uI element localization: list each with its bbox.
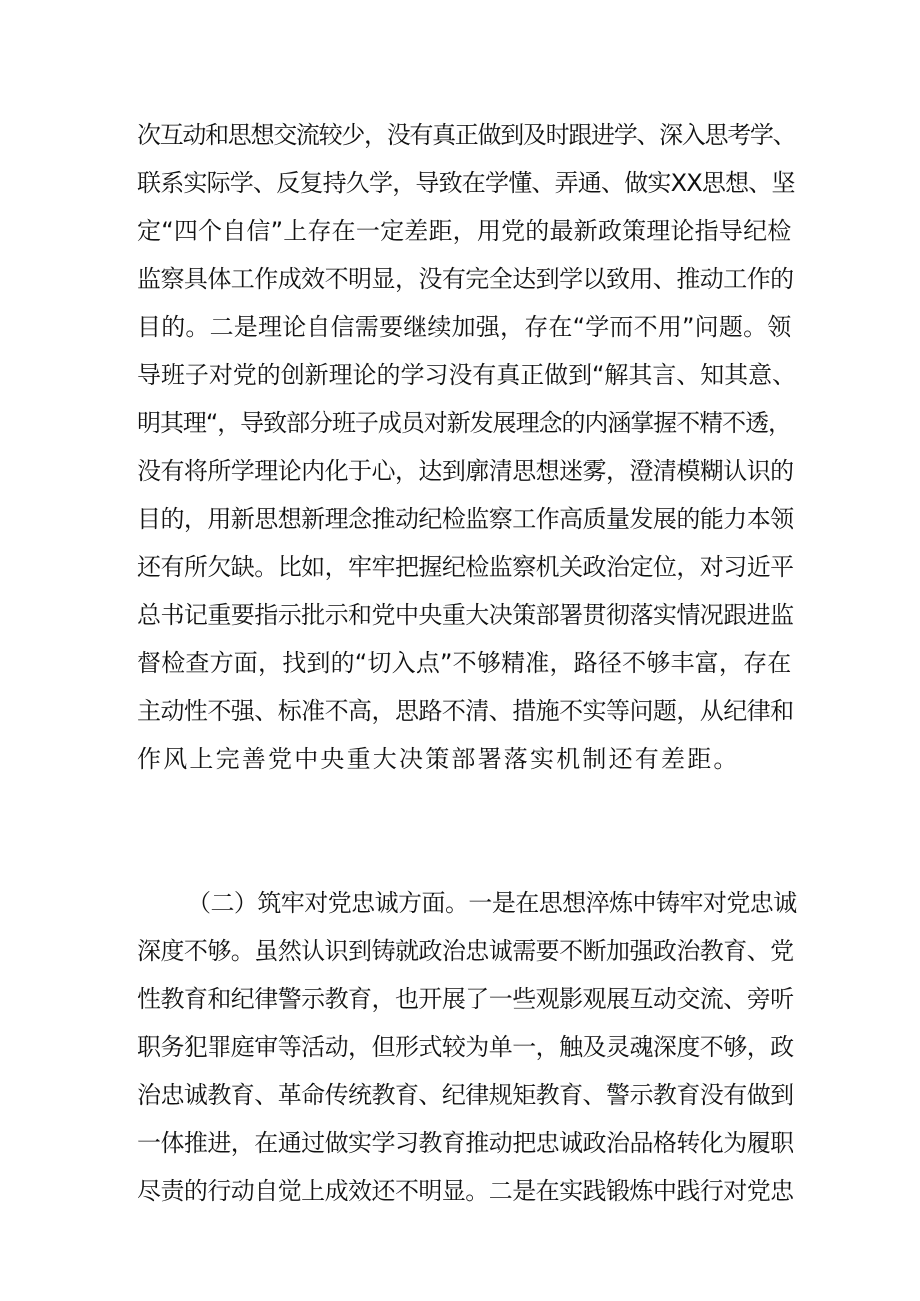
text-line: 监察具体工作成效不明显，没有完全达到学以致用、推动工作的	[137, 265, 794, 293]
text-line: 尽责的行动自觉上成效还不明显。二是在实践锻炼中践行对党忠	[137, 1177, 794, 1205]
text-line: 次互动和思想交流较少，没有真正做到及时跟进学、深入思考学、	[137, 121, 796, 149]
text-line: 目的。二是理论自信需要继续加强，存在“学而不用”问题。领	[137, 313, 792, 341]
text-line: 联系实际学、反复持久学，导致在学懂、弄通、做实XX思想、坚	[137, 169, 795, 197]
text-line: 定“四个自信”上存在一定差距，用党的最新政策理论指导纪检	[137, 217, 792, 245]
text-line: 职务犯罪庭审等活动，但形式较为单一，触及灵魂深度不够，政	[137, 1033, 794, 1061]
text-line: 主动性不强、标准不高，思路不清、措施不实等问题，从纪律和	[137, 697, 794, 725]
text-line: 作风上完善党中央重大决策部署落实机制还有差距。	[137, 745, 740, 773]
text-line: （二）筑牢对党忠诚方面。一是在思想淬炼中铸牢对党忠诚	[187, 889, 797, 917]
text-line: 总书记重要指示批示和党中央重大决策部署贯彻落实情况跟进监	[137, 601, 794, 629]
text-line: 性教育和纪律警示教育，也开展了一些观影观展互动交流、旁听	[137, 985, 794, 1013]
text-line: 还有所欠缺。比如，牢牢把握纪检监察机关政治定位，对习近平	[137, 553, 794, 581]
text-line: 导班子对党的创新理论的学习没有真正做到“解其言、知其意、	[137, 361, 797, 389]
text-line: 一体推进，在通过做实学习教育推动把忠诚政治品格转化为履职	[137, 1129, 794, 1157]
text-line: 治忠诚教育、革命传统教育、纪律规矩教育、警示教育没有做到	[137, 1081, 794, 1109]
text-line: 明其理“，导致部分班子成员对新发展理念的内涵掌握不精不透，	[137, 409, 791, 437]
text-line: 督检查方面，找到的“切入点”不够精准，路径不够丰富，存在	[137, 649, 792, 677]
text-line: 没有将所学理论内化于心，达到廓清思想迷雾，澄清模糊认识的	[137, 457, 794, 485]
text-line: 深度不够。虽然认识到铸就政治忠诚需要不断加强政治教育、党	[137, 937, 794, 965]
text-line: 目的，用新思想新理念推动纪检监察工作高质量发展的能力本领	[137, 505, 794, 533]
